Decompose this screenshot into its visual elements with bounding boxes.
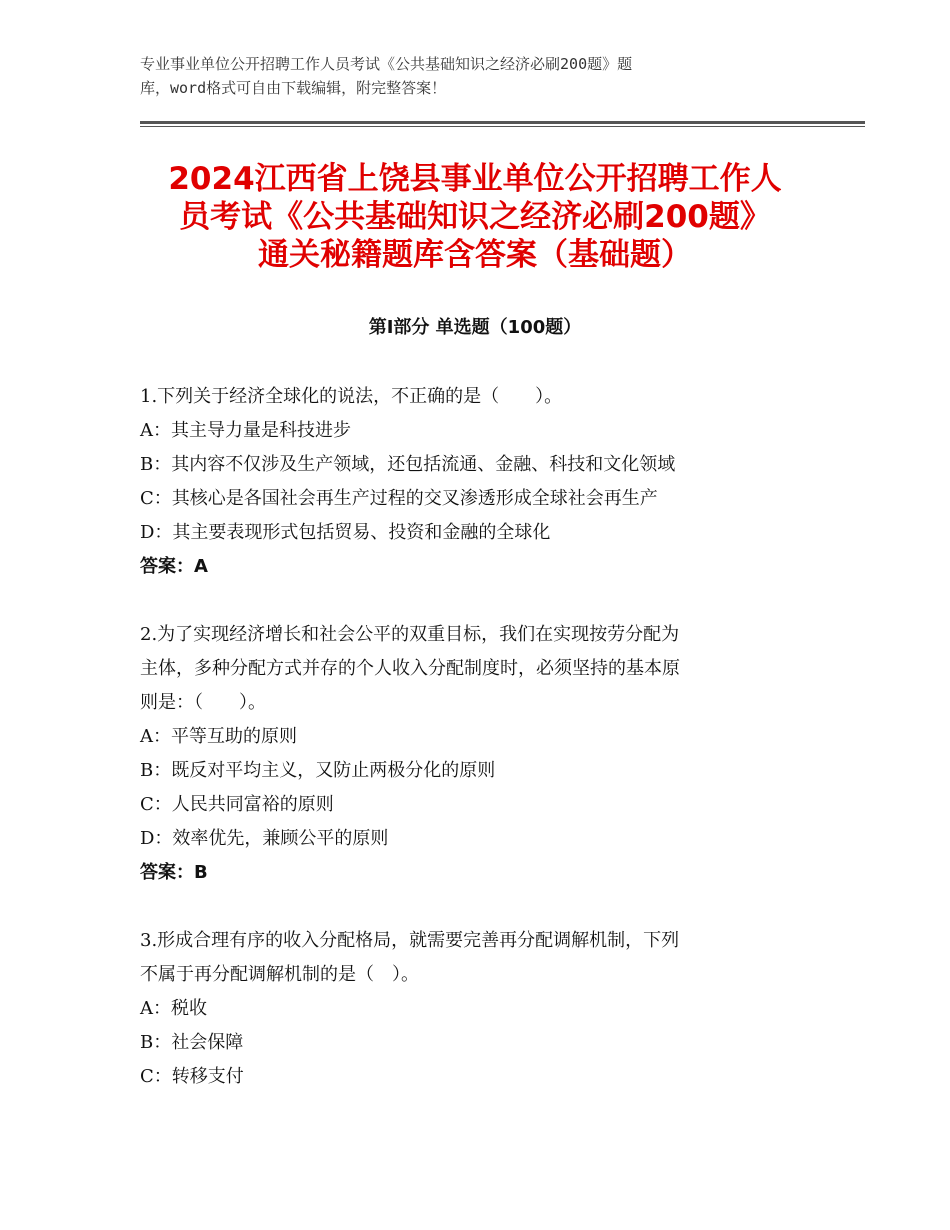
- question-1: [140, 380, 810, 584]
- option-c: C：转移支付: [140, 1066, 244, 1087]
- question-stem: 3.形成合理有序的收入分配格局，就需要完善再分配调解机制，下列: [140, 930, 680, 951]
- question-list: [140, 380, 810, 1128]
- option-c: C：人民共同富裕的原则: [140, 794, 334, 815]
- title-line: 员考试《公共基础知识之经济必刷200题》: [179, 199, 771, 235]
- option-a: A：税收: [140, 998, 207, 1019]
- question-stem: 2.为了实现经济增长和社会公平的双重目标，我们在实现按劳分配为: [140, 624, 680, 645]
- option-b: B：社会保障: [140, 1032, 244, 1053]
- option-b: B：其内容不仅涉及生产领域，还包括流通、金融、科技和文化领域: [140, 454, 676, 475]
- option-d: D：效率优先，兼顾公平的原则: [140, 828, 389, 849]
- answer-line: 答案：A: [140, 556, 208, 577]
- option-c: C：其核心是各国社会再生产过程的交叉渗透形成全球社会再生产: [140, 488, 658, 509]
- option-a: A：其主导力量是科技进步: [140, 420, 351, 441]
- option-a: A：平等互助的原则: [140, 726, 297, 747]
- option-d: D：其主要表现形式包括贸易、投资和金融的全球化: [140, 522, 551, 543]
- question-stem: 则是：（ ）。: [140, 692, 266, 713]
- answer-line: 答案：B: [140, 862, 208, 883]
- header-line: 专业事业单位公开招聘工作人员考试《公共基础知识之经济必刷200题》题: [140, 55, 633, 73]
- question-stem: 主体，多种分配方式并存的个人收入分配制度时，必须坚持的基本原: [140, 658, 680, 679]
- section-heading: 第Ⅰ部分 单选题（100题）: [368, 317, 582, 338]
- document-header: [140, 52, 800, 100]
- question-2: [140, 618, 810, 890]
- option-b: B：既反对平均主义，又防止两极分化的原则: [140, 760, 496, 781]
- header-divider-thin: [140, 126, 865, 127]
- header-line: 库，word格式可自由下载编辑，附完整答案！: [140, 79, 447, 97]
- title-line: 2024江西省上饶县事业单位公开招聘工作人: [168, 161, 782, 197]
- question-stem: 不属于再分配调解机制的是（ ）。: [140, 964, 419, 985]
- title-line: 通关秘籍题库含答案（基础题）: [258, 237, 692, 273]
- question-stem: 1.下列关于经济全球化的说法，不正确的是（ ）。: [140, 386, 563, 407]
- header-divider-thick: [140, 121, 865, 124]
- document-title: [120, 160, 830, 274]
- question-3: [140, 924, 810, 1094]
